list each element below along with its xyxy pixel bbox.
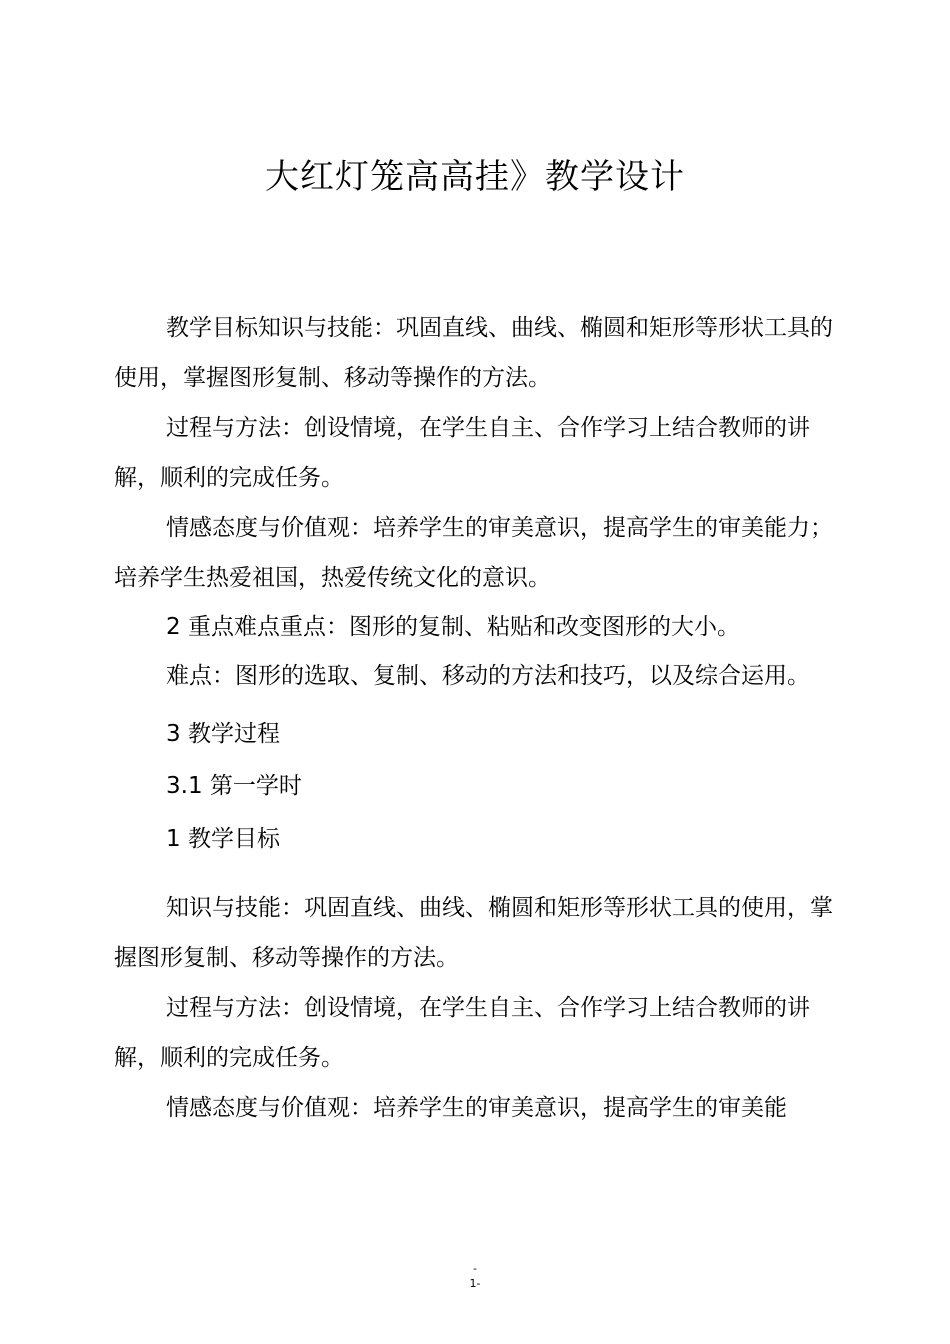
document-title: 大红灯笼高高挂》教学设计	[265, 157, 685, 197]
paragraph-process-methods-2: 过程与方法：创设情境，在学生自主、合作学习上结合教师的讲解，顺利的完成任务。	[114, 995, 810, 1071]
page-number: 1-	[469, 1277, 481, 1290]
paragraph-difficulties: 难点：图形的选取、复制、移动的方法和技巧，以及综合运用。	[166, 663, 810, 689]
paragraph-teaching-goals: 教学目标知识与技能：巩固直线、曲线、椭圆和矩形等形状工具的使用，掌握图形复制、移动等操作的方法。	[114, 315, 833, 391]
heading-teaching-process: 3 教学过程	[166, 721, 280, 747]
heading-teaching-goals: 1 教学目标	[166, 826, 280, 852]
heading-first-session: 3.1 第一学时	[166, 773, 302, 799]
paragraph-key-points: 2 重点难点重点：图形的复制、粘贴和改变图形的大小。	[166, 614, 740, 640]
paragraph-emotion-values: 情感态度与价值观：培养学生的审美意识，提高学生的审美能力；培养学生热爱祖国，热爱传统文化的意识。	[114, 515, 833, 591]
footer-dash: -	[473, 1262, 477, 1275]
paragraph-knowledge-skills: 知识与技能：巩固直线、曲线、椭圆和矩形等形状工具的使用，掌握图形复制、移动等操作的方法。	[114, 895, 833, 971]
paragraph-process-methods: 过程与方法：创设情境，在学生自主、合作学习上结合教师的讲解，顺利的完成任务。	[114, 415, 810, 491]
paragraph-emotion-values-2: 情感态度与价值观：培养学生的审美意识，提高学生的审美能	[166, 1095, 787, 1121]
